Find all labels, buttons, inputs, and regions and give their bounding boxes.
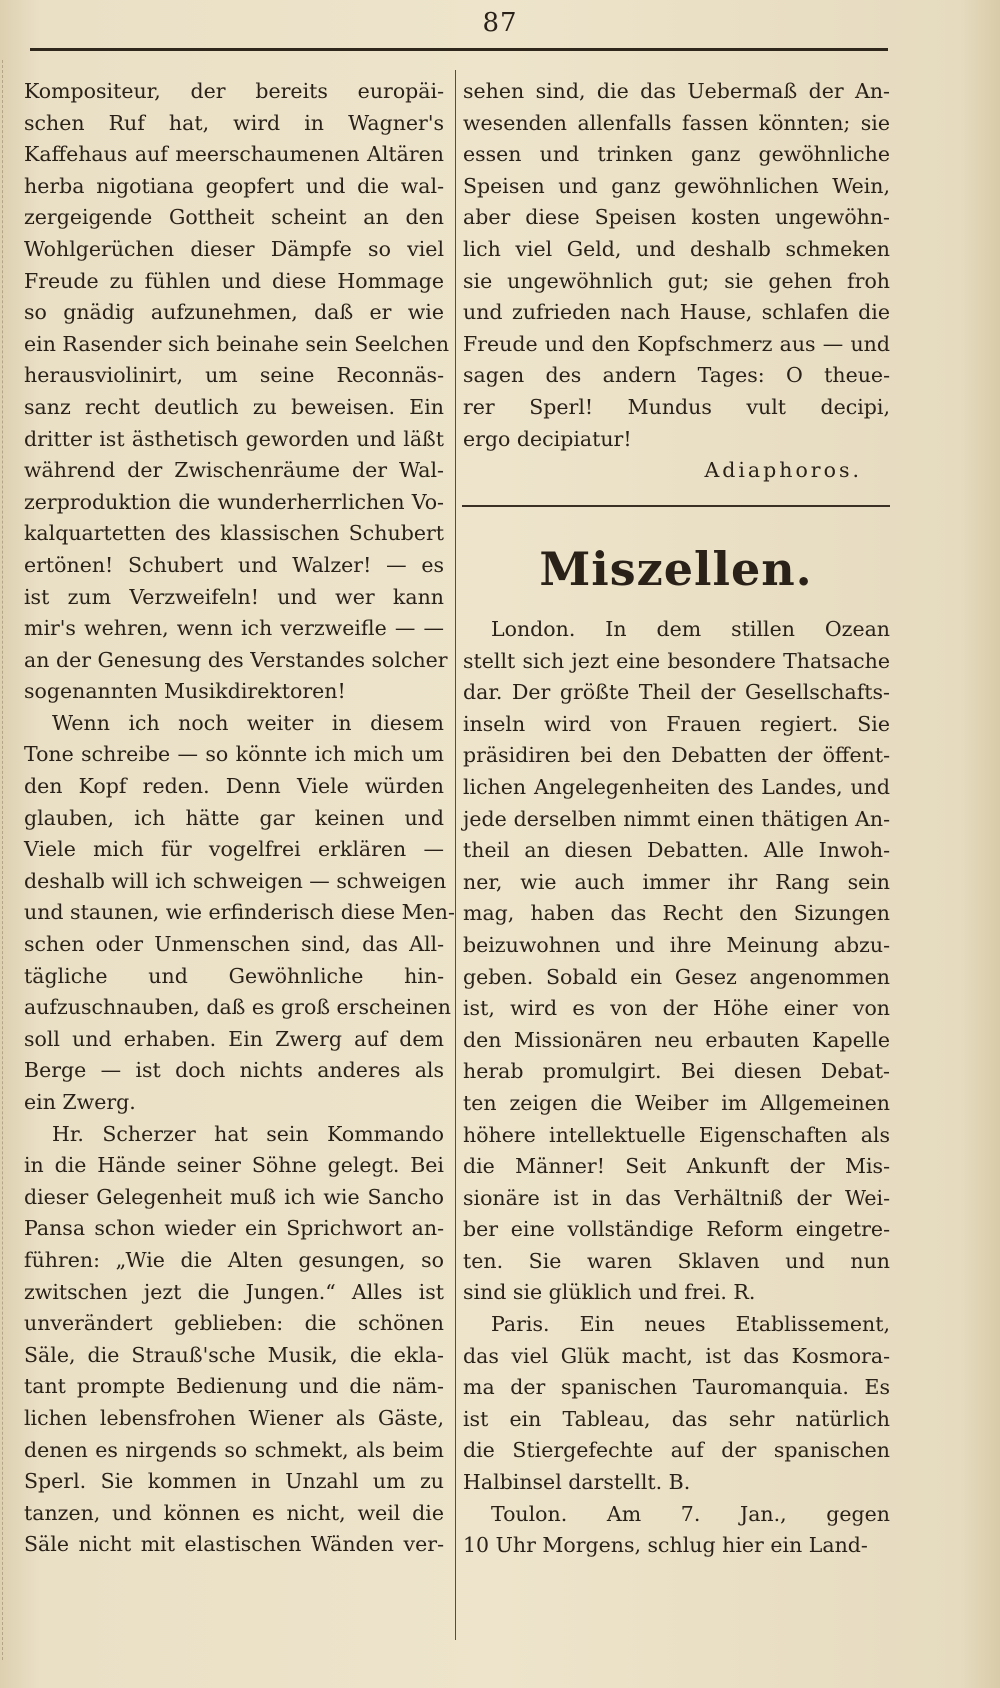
text-line: Säle nicht mit elastischen Wänden ver- <box>24 1532 444 1557</box>
text-line: schen Ruf hat, wird in Wagner's <box>24 110 444 135</box>
text-line: Pansa schon wieder ein Sprichwort an- <box>24 1216 444 1241</box>
text-line: Kaffehaus auf meerschaumenen Altären <box>24 142 444 167</box>
text-line: beizuwohnen und ihre Meinung abzu- <box>463 932 890 957</box>
binding-edge <box>2 60 6 1660</box>
text-line: führen: „Wie die Alten gesungen, so <box>24 1247 444 1272</box>
text-line: deshalb will ich schweigen — schweigen <box>24 868 447 893</box>
text-line: Freude zu fühlen und diese Hommage <box>24 268 444 293</box>
text-line: sagen des andern Tages: O theue- <box>463 363 890 388</box>
text-line: inseln wird von Frauen regiert. Sie <box>463 711 890 736</box>
text-line: ein Zwerg. <box>24 1090 136 1114</box>
text-line: ma der spanischen Tauromanquia. Es <box>463 1375 890 1400</box>
text-line: ten zeigen die Weiber im Allgemeinen <box>463 1090 890 1115</box>
text-line: den Missionären neu erbauten Kapelle <box>463 1027 890 1052</box>
text-line: aufzuschnauben, daß es groß erscheinen <box>24 995 451 1020</box>
text-line: die Männer! Seit Ankunft der Mis- <box>463 1154 890 1179</box>
section-heading: Miszellen. <box>539 542 813 596</box>
text-line: herab promulgirt. Bei diesen Debat- <box>463 1059 890 1084</box>
text-line: schen oder Unmenschen sind, das All- <box>24 932 444 957</box>
text-line: zwitschen jezt die Jungen.“ Alles ist <box>24 1279 444 1304</box>
text-line: stellt sich jezt eine besondere Thatsache <box>463 648 890 673</box>
text-line: ertönen! Schubert und Walzer! — es <box>24 552 444 577</box>
text-line: Tone schreibe — so könnte ich mich um <box>24 742 444 767</box>
text-line: Toulon. Am 7. Jan., gegen <box>491 1501 890 1526</box>
text-line: Halbinsel darstellt. B. <box>463 1470 691 1495</box>
text-line: tägliche und Gewöhnliche hin- <box>24 963 444 988</box>
text-line: aber diese Speisen kosten ungewöhn- <box>463 205 890 230</box>
text-line: lichen lebensfrohen Wiener als Gäste, <box>24 1405 444 1430</box>
text-line: sanz recht deutlich zu beweisen. Ein <box>24 394 444 419</box>
text-line: tanzen, und können es nicht, weil die <box>24 1500 444 1525</box>
text-line: soll und erhaben. Ein Zwerg auf dem <box>24 1026 444 1051</box>
text-line: das viel Glük macht, ist das Kosmora- <box>463 1343 890 1368</box>
text-line: rer Sperl! Mundus vult decipi, <box>463 394 890 419</box>
text-line: Viele mich für vogelfrei erklären — <box>24 837 444 862</box>
text-line: denen es nirgends so schmekt, als beim <box>24 1437 444 1462</box>
text-line: lichen Angelegenheiten des Landes, und <box>463 774 890 799</box>
text-line: Speisen und ganz gewöhnlichen Wein, <box>463 173 890 198</box>
text-line: geben. Sobald ein Gesez angenommen <box>463 964 890 989</box>
signature: Adiaphoros. <box>704 458 862 482</box>
text-line: ist zum Verzweifeln! und wer kann <box>24 584 444 609</box>
text-line: sionäre ist in das Verhältniß der Wei- <box>463 1185 890 1210</box>
text-line: ner, wie auch immer ihr Rang sein <box>463 869 890 894</box>
text-line: unverändert geblieben: die schönen <box>24 1311 444 1336</box>
text-line: zerproduktion die wunderherrlichen Vo- <box>24 489 444 514</box>
text-line: ten. Sie waren Sklaven und nun <box>463 1248 890 1273</box>
section-rule <box>462 505 890 507</box>
text-line: Wenn ich noch weiter in diesem <box>52 710 444 735</box>
text-line: mag, haben das Recht den Sizungen <box>463 901 890 926</box>
text-line: sogenannten Musikdirektoren! <box>24 679 346 704</box>
text-line: herausviolinirt, um seine Reconnäs- <box>24 363 444 388</box>
text-line: Paris. Ein neues Etablissement, <box>491 1312 890 1337</box>
text-line: dar. Der größte Theil der Gesellschafts- <box>463 680 890 705</box>
text-line: dritter ist ästhetisch geworden und läßt <box>24 426 444 451</box>
text-line: ergo decipiatur! <box>463 426 632 451</box>
right-column-miscellany <box>463 614 890 1562</box>
text-line: in die Hände seiner Söhne gelegt. Bei <box>24 1153 444 1178</box>
text-line: Hr. Scherzer hat sein Kommando <box>52 1121 444 1146</box>
text-line: die Stiergefechte auf der spanischen <box>463 1438 890 1463</box>
text-line: präsidiren bei den Debatten der öffent- <box>463 743 890 768</box>
text-line: ist, wird es von der Höhe einer von <box>463 996 890 1021</box>
left-column <box>24 76 455 1561</box>
text-line: essen und trinken ganz gewöhnliche <box>463 142 890 167</box>
text-line: sind sie glüklich und frei. R. <box>463 1280 756 1305</box>
text-line: den Kopf reden. Denn Viele würden <box>24 774 444 799</box>
signature-block <box>463 455 890 487</box>
header-rule <box>30 48 888 51</box>
text-line: sie ungewöhnlich gut; sie gehen froh <box>463 268 890 293</box>
text-line: höhere intellektuelle Eigenschaften als <box>463 1122 890 1147</box>
text-line: Wohlgerüchen dieser Dämpfe so viel <box>24 236 444 261</box>
page-number: 87 <box>482 8 518 38</box>
text-line: ein Rasender sich beinahe sein Seelchen <box>24 331 450 356</box>
text-line: glauben, ich hätte gar keinen und <box>24 805 444 830</box>
text-line: Säle, die Strauß'sche Musik, die ekla- <box>24 1342 444 1367</box>
text-line: so gnädig aufzunehmen, daß er wie <box>24 300 444 325</box>
text-line: lich viel Geld, und deshalb schmeken <box>463 236 890 261</box>
text-line: tant prompte Bedienung und die näm- <box>24 1374 444 1399</box>
text-line: London. In dem stillen Ozean <box>491 617 890 641</box>
text-line: dieser Gelegenheit muß ich wie Sancho <box>24 1184 444 1209</box>
text-line: ist ein Tableau, das sehr natürlich <box>463 1406 890 1431</box>
text-line: sehen sind, die das Uebermaß der An- <box>463 79 890 103</box>
text-line: und staunen, wie erfinderisch diese Men- <box>24 900 455 925</box>
column-divider <box>455 70 456 1640</box>
text-line: Kompositeur, der bereits europäi- <box>24 79 444 103</box>
text-line: Sperl. Sie kommen in Unzahl um zu <box>24 1469 444 1494</box>
text-line: Freude und den Kopfschmerz aus — und <box>463 331 890 356</box>
text-line: herba nigotiana geopfert und die wal- <box>24 173 444 198</box>
text-line: und zufrieden nach Hause, schlafen die <box>463 300 890 325</box>
text-line: theil an diesen Debatten. Alle Inwoh- <box>463 838 890 863</box>
text-line: zergeigende Gottheit scheint an den <box>24 205 444 230</box>
text-line: wesenden allenfalls fassen könnten; sie <box>463 110 890 135</box>
text-line: kalquartetten des klassischen Schubert <box>24 521 444 546</box>
text-line: ber eine vollständige Reform eingetre- <box>463 1217 890 1242</box>
text-line: mir's wehren, wenn ich verzweifle — — <box>24 616 444 641</box>
right-column-top <box>463 76 890 455</box>
text-line: während der Zwischenräume der Wal- <box>24 458 444 483</box>
text-line: Berge — ist doch nichts anderes als <box>24 1058 444 1083</box>
text-line: 10 Uhr Morgens, schlug hier ein Land- <box>463 1533 868 1558</box>
text-line: jede derselben nimmt einen thätigen An- <box>463 806 890 831</box>
text-line: an der Genesung des Verstandes solcher <box>24 647 448 672</box>
